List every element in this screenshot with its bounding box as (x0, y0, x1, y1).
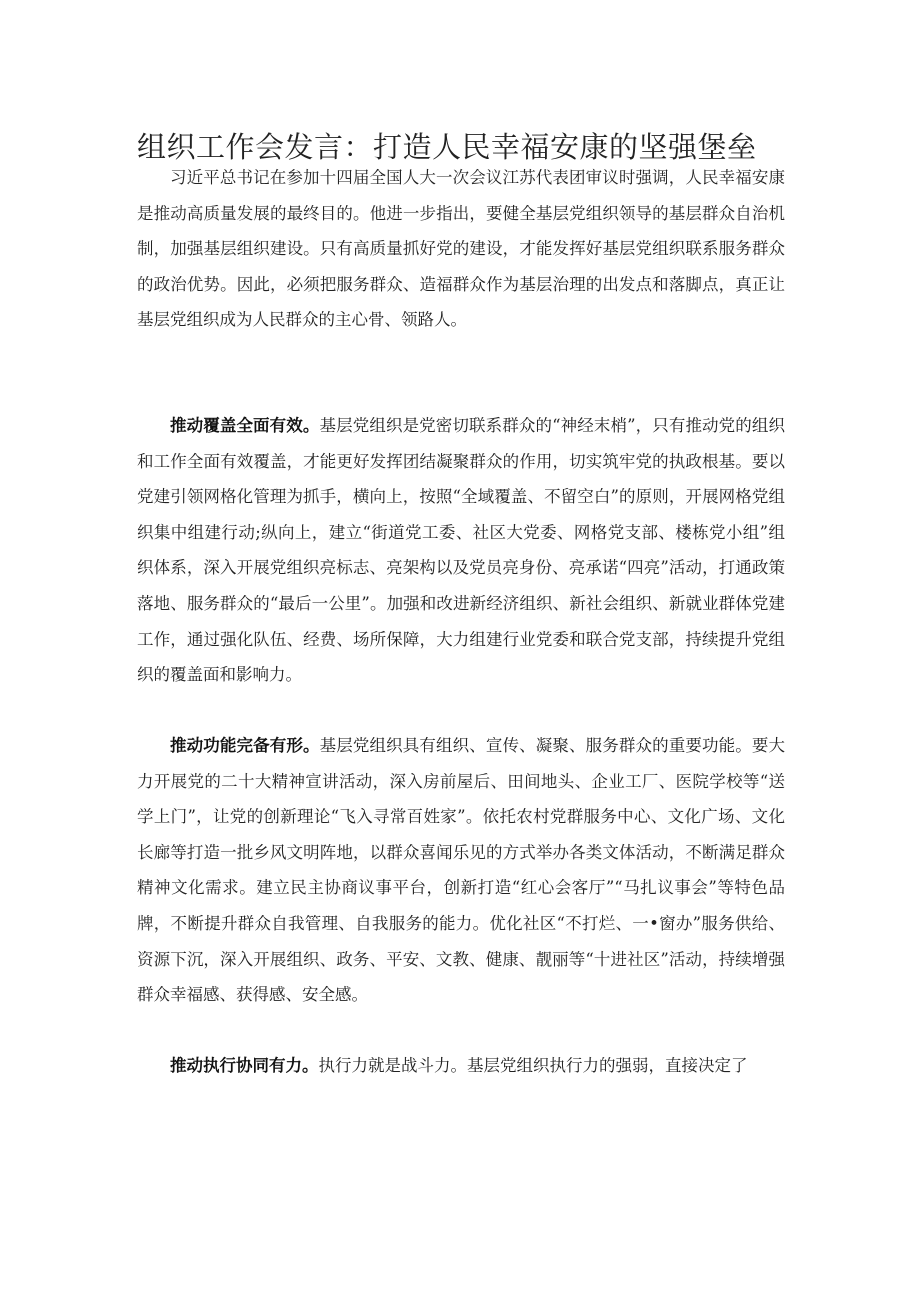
paragraph-text: 执行力就是战斗力。基层党组织执行力的强弱，直接决定了 (318, 1056, 748, 1075)
paragraph-execution (137, 1048, 785, 1084)
paragraph-text: 基层党组织是党密切联系群众的“神经末梢”，只有推动党的组织和工作全面有效覆盖，才能更好发挥团结凝聚群众的作用，切实筑牢党的执政根基。要以党建引领网格化管理为抓手，横向上，按照“全域覆盖、不留空白”的原则，开展网格党组织集中组建行动;纵向上，建立“街道党工委、社区大党委、网格党支部、楼栋党小组”组织体系，深入开展党组织亮标志、亮架构以及党员亮身份、亮承诺“四亮”活动，打通政策落地、服务群众的“最后一公里”。加强和改进新经济组织、新社会组织、新就业群体党建工作，通过强化队伍、经费、场所保障，大力组建行业党委和联合党支部，持续提升党组织的覆盖面和影响力。 (137, 416, 786, 685)
document-title: 组织工作会发言：打造人民幸福安康的坚强堡垒 (137, 130, 757, 164)
paragraph-lead: 推动功能完备有形。 (170, 736, 320, 755)
paragraph-text: 基层党组织具有组织、宣传、凝聚、服务群众的重要功能。要大力开展党的二十大精神宣讲活动，深入房前屋后、田间地头、企业工厂、医院学校等“送学上门”，让党的创新理论“飞入寻常百姓家”。依托农村党群服务中心、文化广场、文化长廊等打造一批乡风文明阵地，以群众喜闻乐见的方式举办各类文体活动，不断满足群众精神文化需求。建立民主协商议事平台，创新打造“红心会客厅”“马扎议事会”等特色品牌，不断提升群众自我管理、自我服务的能力。优化社区“不打烂、一•窗办”服务供给、资源下沉，深入开展组织、政务、平安、文教、健康、靓丽等“十进社区”活动，持续增强群众幸福感、获得感、安全感。 (137, 736, 785, 1005)
paragraph-coverage (137, 408, 785, 693)
paragraph-function (137, 728, 785, 1013)
paragraph-lead: 推动执行协同有力。 (170, 1056, 319, 1075)
paragraph-lead: 推动覆盖全面有效。 (170, 416, 320, 435)
paragraph-text: 习近平总书记在参加十四届全国人大一次会议江苏代表团审议时强调，人民幸福安康是推动高质量发展的最终目的。他进一步指出，要健全基层党组织领导的基层群众自治机制，加强基层组织建设。只有高质量抓好党的建设，才能发挥好基层党组织联系服务群众的政治优势。因此，必须把服务群众、造福群众作为基层治理的出发点和落脚点，真正让基层党组织成为人民群众的主心骨、领路人。 (137, 168, 785, 330)
paragraph-intro (137, 160, 785, 338)
